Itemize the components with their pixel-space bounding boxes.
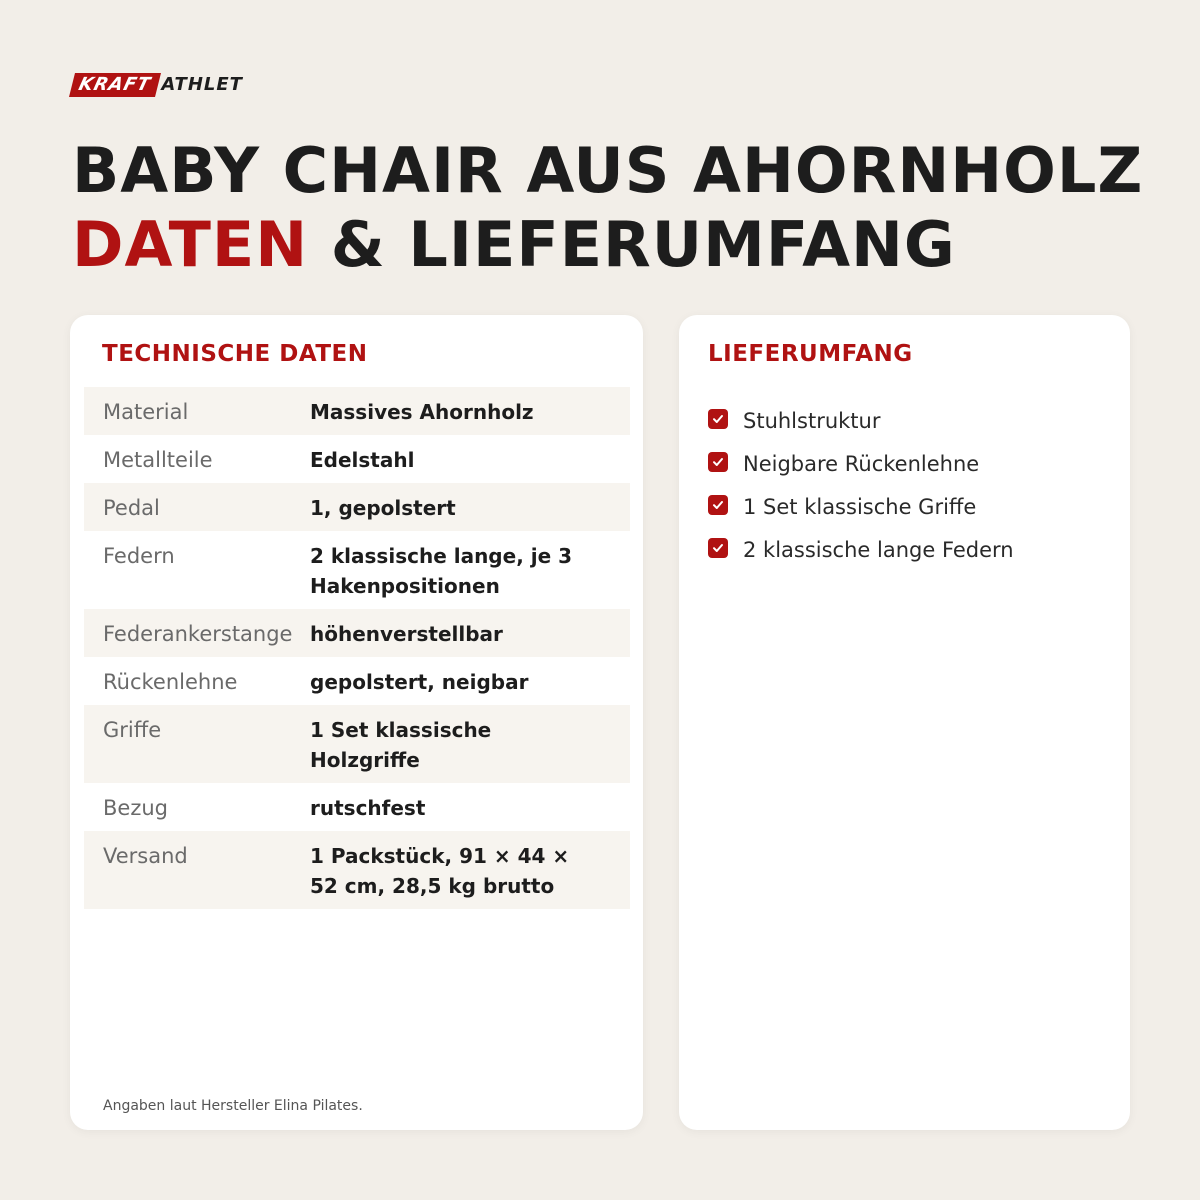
list-item bbox=[708, 528, 1014, 571]
checkbox-checked-icon bbox=[708, 452, 728, 472]
spec-value: höhenverstellbar bbox=[310, 622, 503, 646]
page-title-rest: & LIEFERUMFANG bbox=[308, 208, 956, 281]
tech-specs-title: TECHNISCHE DATEN bbox=[102, 341, 368, 367]
delivery-item-label: Stuhlstruktur bbox=[743, 408, 881, 433]
table-row bbox=[84, 483, 630, 531]
spec-value: rutschfest bbox=[310, 796, 426, 820]
table-row bbox=[84, 831, 630, 909]
table-row bbox=[84, 531, 630, 609]
page-title-accent: DATEN bbox=[72, 208, 309, 281]
list-item bbox=[708, 485, 1014, 528]
table-row bbox=[84, 783, 630, 831]
spec-value: Massives Ahornholz bbox=[310, 400, 534, 424]
spec-label: Metallteile bbox=[103, 448, 213, 472]
spec-value: 1, gepolstert bbox=[310, 496, 456, 520]
page-title-line1: BABY CHAIR AUS AHORNHOLZ bbox=[72, 134, 1144, 207]
delivery-item-label: Neigbare Rückenlehne bbox=[743, 451, 980, 476]
spec-value: 1 Set klassische Holzgriffe bbox=[310, 718, 492, 772]
spec-label: Bezug bbox=[103, 796, 168, 820]
logo-athlet: ATHLET bbox=[161, 74, 243, 95]
list-item bbox=[708, 442, 1014, 485]
table-row bbox=[84, 705, 630, 783]
tech-specs-card bbox=[70, 315, 643, 1130]
spec-value: 1 Packstück, 91 × 44 × 52 cm, 28,5 kg brutto bbox=[310, 844, 570, 898]
table-row bbox=[84, 435, 630, 483]
delivery-card bbox=[679, 315, 1130, 1130]
table-row bbox=[84, 387, 630, 435]
spec-value: gepolstert, neigbar bbox=[310, 670, 529, 694]
logo-kraft: KRAFT bbox=[69, 73, 161, 97]
checkbox-checked-icon bbox=[708, 538, 728, 558]
spec-label: Versand bbox=[103, 844, 188, 868]
checkbox-checked-icon bbox=[708, 495, 728, 515]
page-title bbox=[72, 134, 1143, 282]
spec-value: 2 klassische lange, je 3 Hakenpositionen bbox=[310, 544, 573, 598]
page-title-line2 bbox=[72, 208, 1143, 282]
checkbox-checked-icon bbox=[708, 409, 728, 429]
delivery-item-label: 1 Set klassische Griffe bbox=[743, 494, 977, 519]
tech-specs-table bbox=[84, 387, 630, 909]
delivery-list bbox=[708, 399, 1014, 571]
list-item bbox=[708, 399, 1014, 442]
spec-value: Edelstahl bbox=[310, 448, 415, 472]
spec-label: Rückenlehne bbox=[103, 670, 238, 694]
delivery-title: LIEFERUMFANG bbox=[708, 341, 913, 367]
brand-logo bbox=[72, 72, 243, 98]
table-row bbox=[84, 657, 630, 705]
spec-label: Federankerstange bbox=[103, 622, 293, 646]
spec-label: Pedal bbox=[103, 496, 160, 520]
spec-label: Griffe bbox=[103, 718, 162, 742]
spec-label: Federn bbox=[103, 544, 175, 568]
spec-label: Material bbox=[103, 400, 189, 424]
delivery-item-label: 2 klassische lange Federn bbox=[743, 537, 1014, 562]
table-row bbox=[84, 609, 630, 657]
source-footnote: Angaben laut Hersteller Elina Pilates. bbox=[103, 1098, 363, 1114]
